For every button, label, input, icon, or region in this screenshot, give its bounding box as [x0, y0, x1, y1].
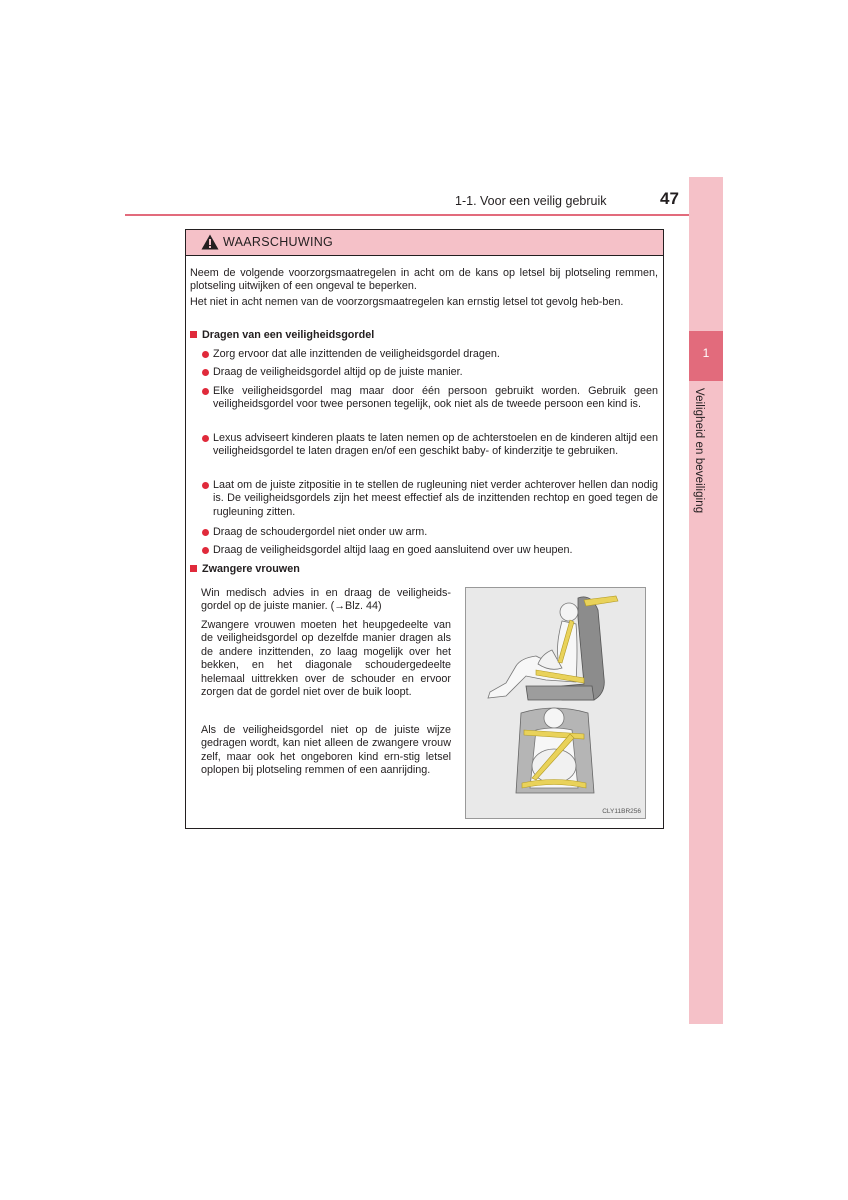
red-bullet-icon	[202, 369, 209, 376]
section-heading-text: Dragen van een veiligheidsgordel	[202, 329, 375, 341]
seatbelt-figure-drawing	[466, 588, 645, 818]
section-heading-text: Zwangere vrouwen	[202, 563, 300, 575]
red-bullet-icon	[202, 435, 209, 442]
list-item-text: Lexus adviseert kinderen plaats te laten nemen op de achterstoelen en de kinderen altijd een veiligheidsgordel te laten dragen en/of een geschikt baby- of kinderzitje te gebruiken.	[213, 432, 658, 458]
warning-intro-2: Het niet in acht nemen van de voorzorgsmaatregelen kan ernstig letsel tot gevolg heb-ben.	[190, 296, 624, 308]
list-item	[213, 366, 658, 379]
list-item	[213, 385, 658, 412]
figure-code: CLY11BR256	[602, 808, 641, 815]
warning-header	[186, 230, 663, 256]
list-item-text: Draag de veiligheidsgordel altijd laag en goed aansluitend over uw heupen.	[213, 544, 573, 556]
pregnant-seatbelt-illustration	[465, 587, 646, 819]
section-title: 1-1. Voor een veilig gebruik	[455, 194, 607, 208]
chapter-side-tab	[689, 177, 723, 1024]
warning-box	[185, 229, 664, 829]
list-item-text: Zorg ervoor dat alle inzittenden de veiligheidsgordel dragen.	[213, 348, 500, 360]
red-bullet-icon	[202, 351, 209, 358]
pregnant-para-2: Zwangere vrouwen moeten het heupgedeelte van de veiligheidsgordel op dezelfde manier dragen als de andere inzittenden, zo laag mogelijk over het bekken, en het diagonale schoudergedeelte helemaal uittrekken over de schouder en ervoor zorgen dat de gordel niet over de buik loopt.	[201, 619, 451, 699]
list-item	[213, 479, 658, 519]
warning-title: WAARSCHUWING	[223, 235, 334, 249]
pregnant-para-3: Als de veiligheidsgordel niet op de juiste wijze gedragen wordt, kan niet alleen de zwangere vrouw zelf, maar ook het ongeboren kind ern-stig letsel oplopen bij plotseling remmen of een aanrijding.	[201, 724, 451, 777]
red-bullet-icon	[202, 529, 209, 536]
warning-intro-1: Neem de volgende voorzorgsmaatregelen in acht om de kans op letsel bij plotseling remmen, plotseling uitwijken of een ongeval te beperken.	[190, 267, 658, 293]
section-heading-pregnant	[190, 563, 300, 575]
list-item-text: Draag de schoudergordel niet onder uw arm.	[213, 526, 428, 538]
red-square-icon	[190, 565, 197, 572]
chapter-title: Veiligheid en beveiliging	[693, 388, 705, 514]
red-bullet-icon	[202, 388, 209, 395]
red-bullet-icon	[202, 547, 209, 554]
list-item	[213, 432, 658, 459]
list-item-text: Elke veiligheidsgordel mag maar door één persoon gebruikt worden. Gebruik geen veiligheidsgordel voor twee personen tegelijk, ook niet als de tweede persoon een kind is.	[213, 385, 658, 411]
red-square-icon	[190, 331, 197, 338]
list-item-text: Draag de veiligheidsgordel altijd op de juiste manier.	[213, 366, 463, 378]
chapter-number: 1	[689, 331, 723, 381]
warning-triangle-icon	[201, 234, 219, 250]
list-item-text: Laat om de juiste zitpositie in te stellen de rugleuning niet verder achterover hellen dan nodig is. De veiligheidsgordels zijn het meest effectief als de inzittenden rechtop en goed tegen de rugleuning zitten.	[213, 479, 658, 518]
page-number: 47	[660, 189, 679, 208]
list-item	[213, 348, 658, 361]
section-heading-seatbelt	[190, 329, 374, 341]
list-item	[213, 544, 658, 557]
red-bullet-icon	[202, 482, 209, 489]
list-item	[213, 526, 658, 539]
pregnant-para-1: Win medisch advies in en draag de veiligheids-gordel op de juiste manier. (→Blz. 44)	[201, 587, 451, 613]
header-rule	[125, 214, 689, 216]
